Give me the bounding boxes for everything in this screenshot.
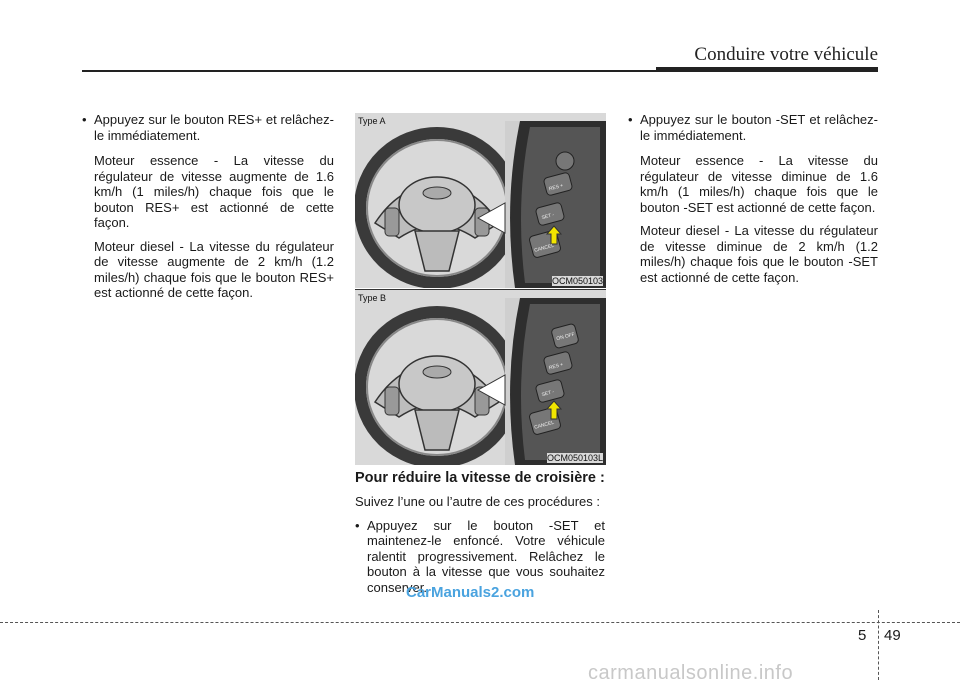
right-column: [628, 112, 878, 293]
header-title: Conduire votre véhicule: [694, 44, 878, 65]
bullet-item: [82, 112, 334, 143]
cancel-label: CANCEL: [533, 419, 555, 431]
watermark-overlay: CarManuals2.com: [406, 584, 535, 601]
bullet-text: Appuyez sur le bouton -SET et maintenez-le enfoncé. Votre véhicule ralentit progressivement. Relâchez le bouton à la vitesse que vous souhaitez conserver.: [367, 517, 605, 595]
section-heading: Pour réduire la vitesse de croisière :: [355, 470, 605, 486]
left-column: [82, 112, 334, 309]
bullet-glyph: •: [355, 517, 360, 533]
section-number: 5: [858, 627, 867, 644]
on-off-label: ON OFF: [555, 331, 576, 343]
set-label: SET -: [541, 389, 555, 399]
bullet-item: [628, 112, 878, 143]
footer-rule: [0, 622, 960, 623]
footer-divider: [878, 610, 879, 680]
figure-code: OCM050103: [551, 276, 603, 286]
steering-wheel-illustration: [355, 290, 606, 465]
header-rule-accent: [656, 67, 878, 72]
figure-type-b: [355, 289, 606, 465]
set-label: SET -: [541, 212, 555, 222]
bullet-text: Appuyez sur le bouton -SET et relâchez-le immédiatement.: [640, 112, 878, 143]
paragraph: Moteur essence - La vitesse du régulateur de vitesse diminue de 1.6 km/h (1 miles/h) chaque fois que le bouton -SET est actionné de cette façon.: [640, 153, 878, 215]
bullet-text: Appuyez sur le bouton RES+ et relâchez-le immédiatement.: [94, 112, 334, 143]
res-label: RES +: [548, 182, 564, 193]
intro-text: Suivez l’une ou l’autre de ces procédures :: [355, 494, 600, 509]
figure-code: OCM050103L: [546, 453, 603, 463]
watermark-bottom: carmanualsonline.info: [588, 662, 794, 684]
page-number: 49: [884, 627, 901, 644]
figure-type-a: [355, 113, 606, 288]
figure-type-label: Type A: [358, 116, 386, 126]
res-label: RES +: [548, 361, 564, 372]
paragraph: Moteur essence - La vitesse du régulateur de vitesse augmente de 1.6 km/h (1 miles/h) chaque fois que le bouton RES+ est actionné de cette façon.: [94, 153, 334, 230]
bullet-glyph: •: [82, 112, 87, 127]
cancel-label: CANCEL: [533, 242, 555, 254]
figure-type-label: Type B: [358, 293, 387, 303]
paragraph: Moteur diesel - La vitesse du régulateur de vitesse diminue de 2 km/h (1.2 miles/h) chaque fois que le bouton -SET est actionné de cette façon.: [640, 223, 878, 285]
bullet-glyph: •: [628, 112, 633, 127]
paragraph: Moteur diesel - La vitesse du régulateur de vitesse augmente de 2 km/h (1.2 miles/h) chaque fois que le bouton RES+ est actionné de cette façon.: [94, 238, 334, 300]
steering-wheel-illustration: [355, 113, 606, 288]
